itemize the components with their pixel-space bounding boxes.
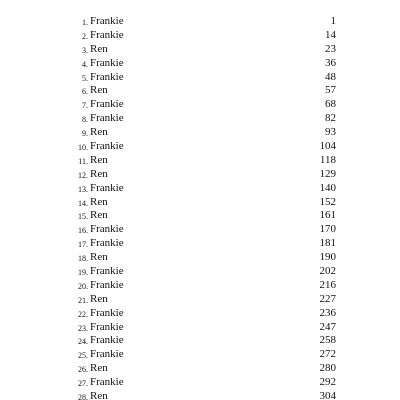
list-item [0,168,400,182]
item-value: 170 [319,223,336,236]
list-item [0,182,400,196]
item-value: 48 [325,70,336,83]
item-value: 140 [319,181,336,194]
item-name: Frankie [90,70,124,83]
list-item [0,140,400,154]
item-value: 57 [325,84,336,97]
item-number: 19. [78,268,88,278]
list-item [0,196,400,210]
item-value: 181 [319,237,336,250]
item-name: Ren [90,42,108,55]
list-item [0,348,400,362]
item-name: Frankie [90,181,124,194]
item-number: 13. [78,184,88,194]
list-item [0,209,400,223]
item-number: 27. [78,379,88,389]
item-value: 227 [319,292,336,305]
list-item [0,390,400,400]
item-number: 16. [78,226,88,236]
list-item [0,237,400,251]
item-number: 4. [82,59,88,69]
item-name: Frankie [90,98,124,111]
item-value: 68 [325,98,336,111]
item-name: Frankie [90,278,124,291]
item-number: 23. [78,323,88,333]
list-item [0,251,400,265]
item-number: 12. [78,170,88,180]
item-number: 14. [78,198,88,208]
item-number: 28. [78,393,88,400]
item-value: 190 [319,251,336,264]
item-name: Ren [90,292,108,305]
item-name: Frankie [90,28,124,41]
item-number: 21. [78,295,88,305]
item-number: 15. [78,212,88,222]
item-value: 292 [319,376,336,389]
item-number: 9. [82,129,88,139]
item-value: 216 [319,278,336,291]
item-value: 161 [319,209,336,222]
list-item [0,321,400,335]
list-item [0,84,400,98]
list-item [0,362,400,376]
list-item [0,98,400,112]
item-value: 129 [319,167,336,180]
list-item [0,43,400,57]
list-item [0,293,400,307]
item-value: 280 [319,362,336,375]
item-name: Ren [90,84,108,97]
item-name: Ren [90,167,108,180]
item-name: Ren [90,153,108,166]
list-item [0,307,400,321]
item-value: 236 [319,306,336,319]
item-value: 304 [319,390,336,400]
item-name: Ren [90,362,108,375]
item-value: 14 [325,28,336,41]
item-number: 17. [78,240,88,250]
item-number: 1. [82,18,88,27]
item-number: 3. [82,45,88,55]
item-name: Frankie [90,112,124,125]
list-item [0,29,400,43]
item-name: Ren [90,195,108,208]
item-number: 6. [82,87,88,97]
item-name: Frankie [90,223,124,236]
item-name: Frankie [90,237,124,250]
item-name: Frankie [90,140,124,153]
list-item [0,112,400,126]
item-name: Frankie [90,320,124,333]
numbered-list [0,15,400,400]
item-value: 93 [325,126,336,139]
item-name: Frankie [90,56,124,69]
item-name: Frankie [90,265,124,278]
item-value: 23 [325,42,336,55]
list-item [0,15,400,29]
item-number: 25. [78,351,88,361]
item-number: 24. [78,337,88,347]
item-value: 118 [319,153,336,166]
item-name: Frankie [90,306,124,319]
list-item [0,154,400,168]
item-value: 82 [325,112,336,125]
item-name: Ren [90,126,108,139]
list-item [0,265,400,279]
item-number: 11. [78,156,88,166]
item-value: 202 [319,265,336,278]
list-item [0,71,400,85]
item-number: 22. [78,309,88,319]
item-name: Frankie [90,334,124,347]
item-number: 7. [82,101,88,111]
item-name: Ren [90,209,108,222]
item-name: Frankie [90,348,124,361]
list-item [0,334,400,348]
item-number: 20. [78,281,88,291]
list-item [0,376,400,390]
item-value: 1 [330,15,336,27]
item-value: 258 [319,334,336,347]
list-item [0,126,400,140]
item-value: 247 [319,320,336,333]
list-item [0,279,400,293]
item-number: 2. [82,31,88,41]
item-number: 10. [78,143,88,153]
item-value: 152 [319,195,336,208]
item-value: 36 [325,56,336,69]
item-value: 272 [319,348,336,361]
item-name: Ren [90,251,108,264]
item-number: 26. [78,365,88,375]
list-item [0,57,400,71]
item-number: 8. [82,115,88,125]
item-number: 18. [78,254,88,264]
list-item [0,223,400,237]
item-name: Ren [90,390,108,400]
item-name: Frankie [90,376,124,389]
item-value: 104 [319,140,336,153]
item-number: 5. [82,73,88,83]
item-name: Frankie [90,15,124,27]
